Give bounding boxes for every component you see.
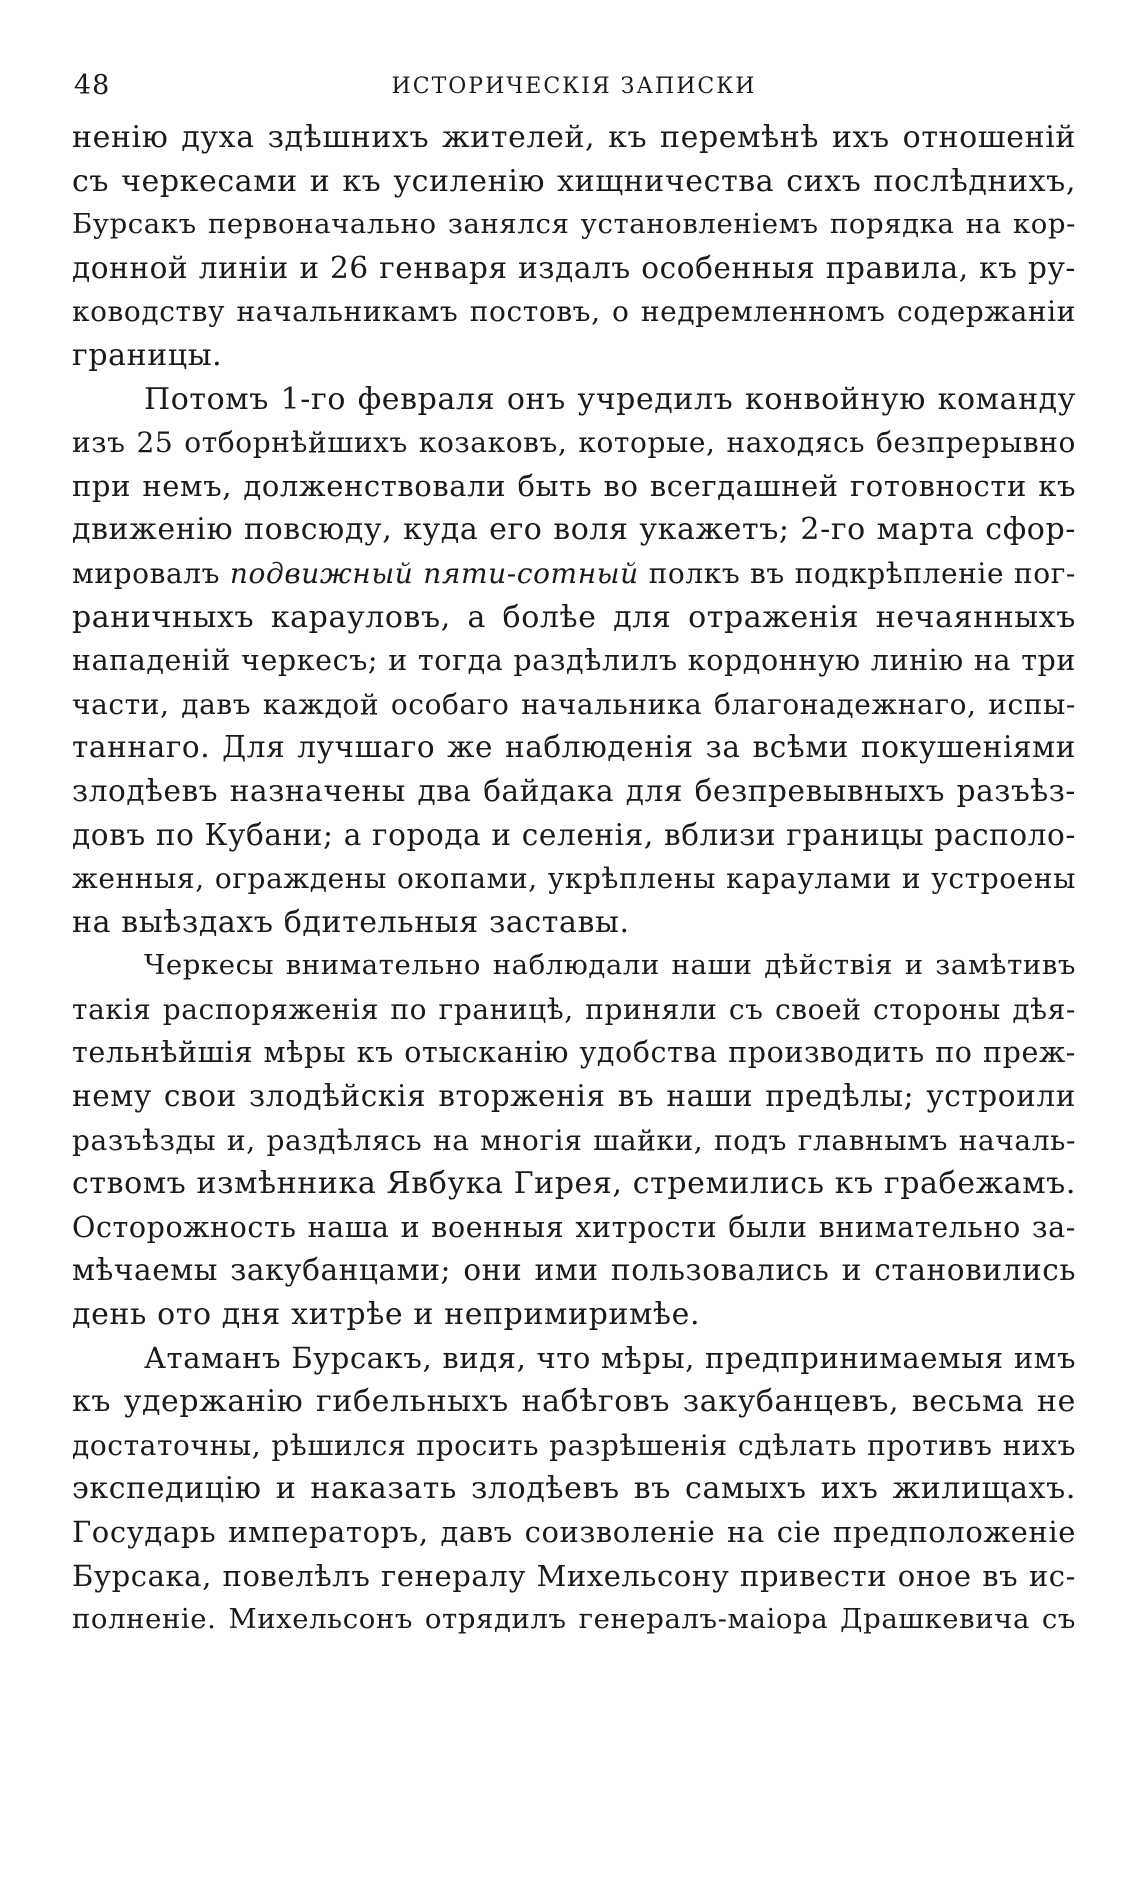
text-line: Потомъ 1-го февраля онъ учредилъ конвойную команду xyxy=(144,381,1076,417)
paragraph-2 xyxy=(72,378,1076,945)
text-line: движенію повсюду, куда его воля укажетъ; 2-го марта сфор- xyxy=(72,512,1076,548)
text-line: мѣчаемы закубанцами; они ими пользовались и становились xyxy=(72,1253,1076,1288)
paragraph-4 xyxy=(72,1337,1076,1642)
text-line: такія распоряженія по границѣ, приняли съ своей стороны дѣя- xyxy=(72,992,1076,1026)
text-line: Осторожность наша и военныя хитрости были внимательно за- xyxy=(72,1210,1076,1244)
text-line: границы. xyxy=(72,337,223,373)
text-run: мировалъ xyxy=(72,556,230,590)
text-line: довъ по Кубани; а города и селенія, вблизи границы располо- xyxy=(72,817,1076,852)
text-run: полкъ въ подкрѣпленіе пог- xyxy=(638,556,1076,590)
text-line: Бурсакъ первоначально занялся установленіемъ порядка на кор- xyxy=(72,208,1076,241)
text-line: ководству начальникамъ постовъ, о недремленномъ содержаніи xyxy=(72,295,1076,329)
text-line: Атаманъ Бурсакъ, видя, что мѣры, предпринимаемыя имъ xyxy=(144,1340,1076,1375)
running-title: ИСТОРИЧЕСКІЯ ЗАПИСКИ xyxy=(391,74,757,99)
text-line: Государь императоръ, давъ соизволеніе на сіе предположеніе xyxy=(72,1515,1076,1549)
paragraph-3 xyxy=(72,944,1076,1336)
text-line: ненію духа здѣшнихъ жителей, къ перемѣнѣ ихъ отношеній xyxy=(72,120,1076,155)
text-line: Бурсака, повелѣлъ генералу Михельсону привести оное въ ис- xyxy=(72,1558,1076,1593)
text-line: ствомъ измѣнника Явбука Гирея, стремились къ грабежамъ. xyxy=(72,1166,1076,1202)
text-line: достаточны, рѣшился просить разрѣшенія сдѣлать противъ нихъ xyxy=(72,1428,1076,1462)
text-line: таннаго. Для лучшаго же наблюденія за всѣми покушеніями xyxy=(72,730,1076,765)
text-line: донной линіи и 26 генваря издалъ особенныя правила, къ ру- xyxy=(72,250,1076,285)
text-line: на выѣздахъ бдительныя заставы. xyxy=(72,904,630,940)
italic-phrase: подвижный пяти-сотный xyxy=(229,556,639,590)
text-line: нападеній черкесъ; и тогда раздѣлилъ кордонную линію на три xyxy=(72,644,1076,678)
text-line: полненіе. Михельсонъ отрядилъ генералъ-маіора Драшкевича съ xyxy=(72,1603,1076,1636)
text-line: раничныхъ карауловъ, а болѣе для отраженія нечаянныхъ xyxy=(72,599,1076,635)
page-body xyxy=(72,116,1076,1642)
text-line: экспедицію и наказать злодѣевъ въ самыхъ ихъ жилищахъ. xyxy=(72,1471,1076,1507)
text-line: при немъ, долженствовали быть во всегдашней готовности къ xyxy=(72,468,1076,503)
page-header xyxy=(72,60,1076,116)
text-line: тельнѣйшія мѣры къ отысканію удобства производить по преж- xyxy=(72,1036,1076,1070)
text-line: къ удержанію гибельныхъ набѣговъ закубанцевъ, весьма не xyxy=(72,1384,1076,1420)
page-number: 48 xyxy=(74,70,111,101)
text-line: день ото дня хитрѣе и непримиримѣе. xyxy=(72,1297,701,1333)
text-line: съ черкесами и къ усиленію хищничества сихъ послѣднихъ, xyxy=(72,163,1076,199)
text-line: изъ 25 отборнѣйшихъ козаковъ, которые, находясь безпрерывно xyxy=(72,426,1076,460)
book-page xyxy=(72,60,1076,1642)
text-line: нему свои злодѣйскія вторженія въ наши предѣлы; устроили xyxy=(72,1079,1076,1114)
paragraph-1 xyxy=(72,116,1076,378)
text-line: Черкесы внимательно наблюдали наши дѣйствія и замѣтивъ xyxy=(144,949,1076,982)
text-line-with-italic xyxy=(72,552,1076,596)
text-line: разъѣзды и, раздѣлясь на многія шайки, подъ главнымъ началь- xyxy=(72,1123,1076,1157)
text-line: части, давъ каждой особаго начальника благонадежнаго, испы- xyxy=(72,687,1076,721)
text-line: женныя, ограждены окопами, укрѣплены караулами и устроены xyxy=(72,862,1076,896)
text-line: злодѣевъ назначены два байдака для безпревывныхъ разъѣз- xyxy=(72,773,1076,808)
